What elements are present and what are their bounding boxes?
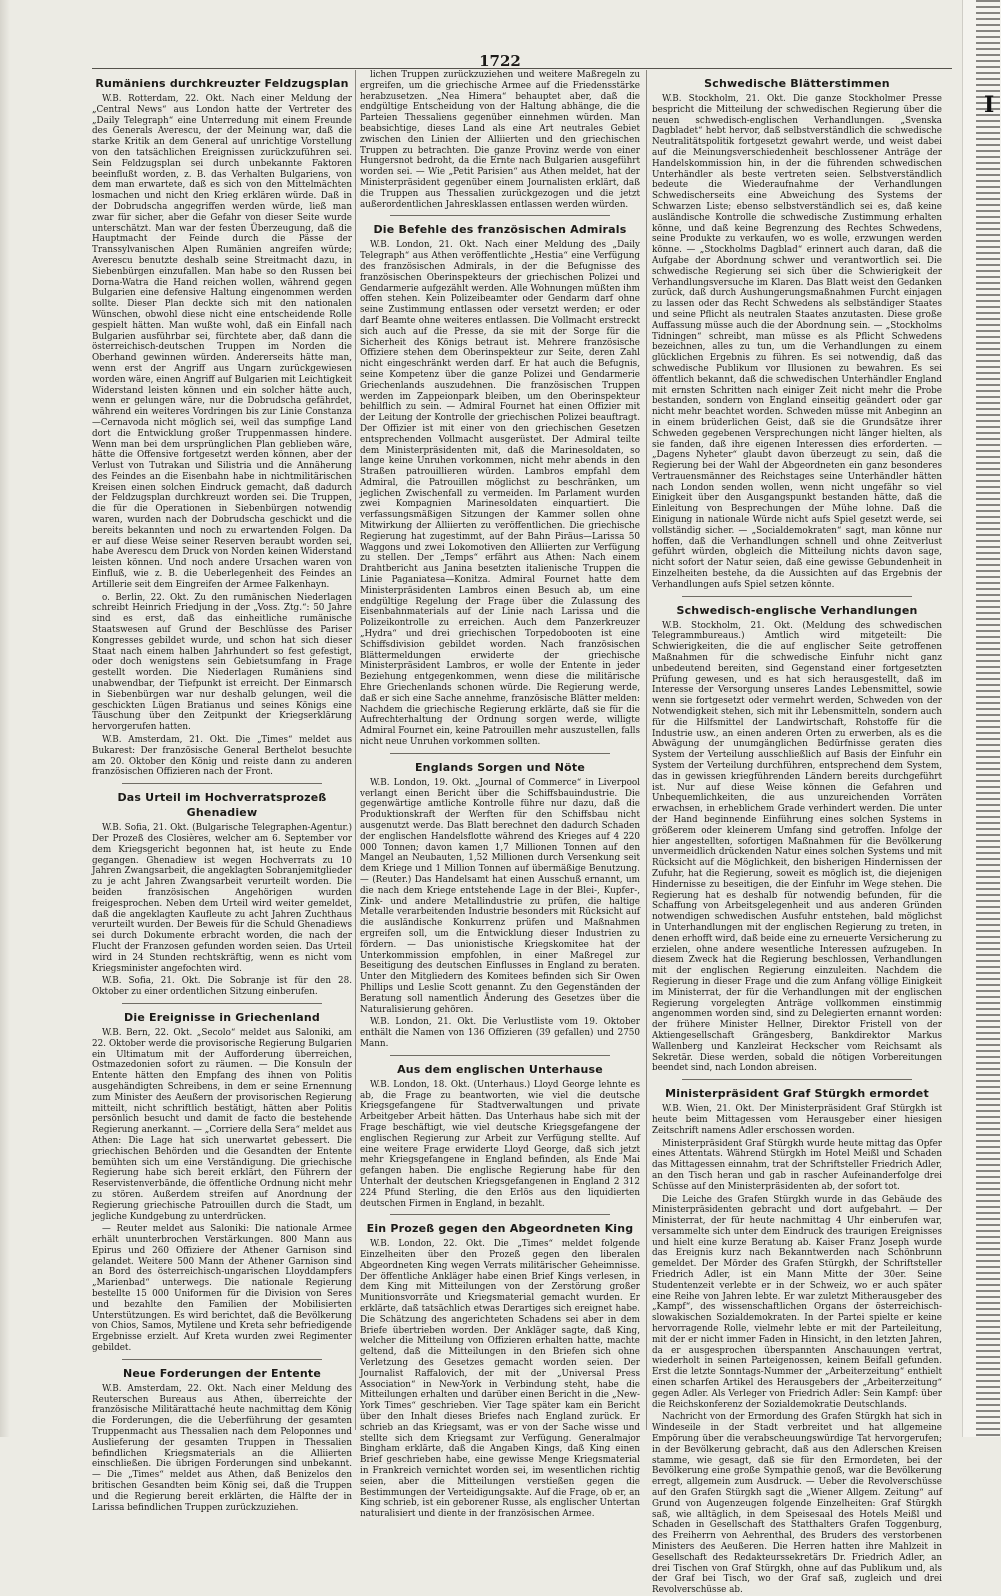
article-divider [390,215,610,216]
article-heading: Englands Sorgen und Nöte [414,760,586,774]
article-paragraph: W.B. London, 19. Okt. „Journal of Commerce“ in Liverpool verlangt einen Bericht über die Schiffsbauindustrie. Die gegenwärtige amtliche Kontrolle führe nur dazu, daß die Produktionskraft der Werften für den Schiffsbau nicht ausgenutzt werde. Das Blatt berechnet den dadurch Schaden der englischen Handelsflotte während des Krieges auf 4 220 000 Tonnen; davon kamen 1,7 Millionen Tonnen auf den Mangel an Neubauten, 1,52 Millionen durch Versenkung seit dem Kriege und 1 Million Tonnen auf übermäßige Benutzung. — (Reuter.) Das Handelsamt hat einen Ausschuß ernannt, um die nach dem Kriege entstehende Lage in der Blei-, Kupfer-, Zink- und andere Metallindustrie zu prüfen, die haltige Metalle verarbeitenden Industrie besonders mit Rücksicht auf die ausländische Konkurrenz prüfen und Maßnahmen ergreifen soll, um die Entwicklung dieser Industrien zu fördern. — Das unionistische Kriegskomitee hat der Unterkommission empfohlen, in einer Maßregel zur Beseitigung des deutschen Einflusses in England zu beraten. Unter den Mitgliedern des Komitees befinden sich Sir Owen Phillips und Leslie Scott genannt. Zu den Gegenständen der Beratung soll namentlich Änderung des Gesetzes über die Naturalisierung gehören. [360,777,640,1015]
article-divider [390,1055,610,1056]
article-paragraph: W.B. Rotterdam, 22. Okt. Nach einer Meldung der „Central News“ aus London hatte der Vertreter des „Daily Telegraph“ eine Unterredung mit einem Freunde des Generals Averescu, der der Meinung war, daß die starke Kritik an dem General auf unrichtige Vorstellung von den tatsächlichen Ereignissen zurückzuführen sei. Sein Feldzugsplan sei durch unbekannte Faktoren beeinflußt worden, z. B. das Verhalten Bulgariens, von dem man erwartete, daß es sich von den Mittelmächten losmachen und nicht den Krieg erklären würde. Daß in der Dobrudscha angegriffen werden würde, ließ man zwar für sicher, aber die Gefahr von dieser Seite wurde unterschätzt. Man war der festen Überzeugung, daß die Hauptmacht der Feinde durch die Pässe der Transsylvanischen Alpen Rumänien angreifen würde; Averescu benutzte deshalb seine Streitmacht dazu, in Siebenbürgen einzufallen. Man habe so den Russen bei Dorna-Watra die Hand reichen wollen, während gegen Bulgarien eine defensive Haltung eingenommen werden sollte. Dieser Plan deckte sich mit den nationalen Wünschen, obwohl diese nicht eine entscheidende Rolle gespielt hätten. Man wußte wohl, daß ein Einfall nach Bulgarien ausführbar sei, fürchtete aber, daß dann die österreichisch-deutschen Truppen im Norden die Oberhand gewinnen würden. Andererseits hätte man, wenn erst der Angriff aus Ungarn zurückgewiesen worden wäre, einen Angriff auf Bulgarien mit Leichtigkeit Widerstand leisten können und ein solcher hätte auch, wenn er gelungen wäre, nur die Dobrudscha gefährdet, während ein weiteres Vordringen bis zur Linie Constanza—Cernavoda nicht möglich sei, weil das sumpfige Land dort die Entwicklung großer Truppenmassen hindere. Wenn man bei dem ursprünglichen Plan geblieben wäre, hätte die Offensive fortgesetzt werden können, aber der Verlust von Tutrakan und Silistria und die Annäherung des Feindes an die Eisenbahn habe in nichtmilitärischen Kreisen einen solchen Eindruck gemacht, daß dadurch der Feldzugsplan durchkreuzt worden sei. Die Truppen, die für die Operationen in Siebenbürgen notwendig waren, wurden nach der Dobrudscha geschickt und die bereits bekannten und noch zu erwartenden Folgen. Da er auf diese Weise seiner Reserven beraubt worden sei, habe Averescu dem Druck von Norden keinen Widerstand leisten können. Und noch andere Ursachen waren von Einfluß, wie z. B. die Ueberlegenheit des Feindes an Artillerie seit dem Eingreifen der Armee Falkenhayn. [92,94,352,590]
article [360,1221,640,1520]
article-divider [122,783,322,784]
column-2 [360,70,640,1520]
article-paragraph: W.B. Amsterdam, 21. Okt. Die „Times“ meldet aus Bukarest: Der französische General Berthelot besuchte am 20. Oktober den König und reiste dann zu anderen französischen Offizieren nach der Front. [92,735,352,778]
article-paragraph: W.B. London, 21. Okt. Nach einer Meldung des „Daily Telegraph“ aus Athen veröffentlichte „Hestia“ eine Verfügung des französischen Admirals, in der die Befugnisse des französischen Oberinspekteurs der griechischen Polizei und Gendarmerie aufgezählt werden. Alle Wohnungen müßten ihm offen stehen. Kein Polizeibeamter oder Gendarm darf ohne seine Zustimmung entlassen oder versetzt werden; er oder darf Beamte ohne weiteres entlassen. Die Vollmacht erstreckt sich auch auf die Presse, da sie mit der Sorge für die Sicherheit des Königs betraut ist. Mehrere französische Offiziere stehen dem Oberinspekteur zur Seite, deren Zahl nicht eingeschränkt werden darf. Er hat auch die Befugnis, seine Kompetenz über die ganze Polizei und Gendarmerie Griechenlands auszudehnen. Die französischen Truppen werden im Zappeionpark bleiben, um den Oberinspekteur behilflich zu sein. — Admiral Fournet hat einen Offizier mit der Leitung der Kontrolle der griechischen Polizei beauftragt. Der Offizier ist mit einer von den griechischen Gesetzen entsprechenden Vollmacht ausgerüstet. Der Admiral teilte dem Ministerpräsidenten mit, daß die Marinesoldaten, so lange keine Unruhen vorkommen, nicht mehr abends in den Straßen patrouillieren würden. Lambros empfahl dem Admiral, die Patrouillen möglichst zu beschränken, um jeglichen Zwischenfall zu vermeiden. Im Parlament wurden zwei Kompagnien Marinesoldaten einquartiert. Die verfassungsmäßigen Sitzungen der Kammer sollen ohne Mitwirkung der Alliierten zu veröffentlichen. Die griechische Regierung hat zugestimmt, auf der Bahn Piräus—Larissa 50 Waggons und zwei Lokomotiven den Alliierten zur Verfügung zu stellen. Der „Temps“ erfährt aus Athen: Nach einem Drahtbericht aus Janina besetzten italienische Truppen die Linie Paganiatesa—Konitza. Admiral Fournet hatte dem Ministerpräsidenten Lambros einen Besuch ab, um eine endgültige Regelung der Frage über die Zulassung des Eisenbahnmaterials auf der Linie nach Larissa und die Polizeikontrolle zu erreichen. Auch dem Panzerkreuzer „Hydra“ und drei griechischen Torpedobooten ist eine Schiffsdivision gebildet worden. Nach französischen Blättermeldungen erwiderte der griechische Ministerpräsident Lambros, er wolle der Entente in jeder Beziehung entgegenkommen, wenn diese die militärische Ehre Griechenlands schonen würde. Die Regierung werde, daß er sich eine Sache annehme, französische Blätter melden: Nachdem die griechische Regierung erklärte, daß sie für die Aufrechterhaltung der Ordnung sorgen werde, willigte Admiral Fournet ein, keine Patrouillen mehr auszustellen, falls nicht neue Unruhen vorkommen sollten. [360,240,640,748]
article-paragraph: Die Leiche des Grafen Stürgkh wurde in das Gebäude des Ministerpräsidenten gebracht und dort aufgebahrt. — Der Ministerrat, der für heute nachmittag 4 Uhr einberufen war, versammelte sich unter dem Eindruck des traurigen Ereignisses und hielt eine kurze Beratung ab. Kaiser Franz Joseph wurde das Ereignis kurz nach Bekanntwerden nach Schönbrunn gemeldet. Der Mörder des Grafen Stürgkh, der Schriftsteller Friedrich Adler, ist ein Mann Mitte der 30er. Seine Studentenzeit verlebte er in der Schweiz, wo er auch später eine Reihe von Jahren lebte. Er war zuletzt Mitherausgeber des „Kampf“, des wissenschaftlichen Organs der österreichisch-slowakischen Sozialdemokraten. In der Partei spielte er keine hervorragende Rolle, vielmehr lebte er mit der Parteileitung, mit der er nicht immer Faden in Hinsicht, in den letzten Jahren, da er ausgesprochen überspannten Anschauungen vertrat, wiederholt in seinen Parteigenossen, keinem Beifall gefunden. Erst die letzte Sonntags-Nummer der „Arbeiterzeitung“ enthielt einen scharfen Artikel des Herausgebers der „Arbeiterzeitung“ gegen Adler. Als Verleger von Friedrich Adler: Sein Kampf: über die Reichskonferenz der Sozialdemokratie Deutschlands. [652,1194,942,1410]
article-heading: Schwedische Blätterstimmen [704,77,890,90]
article [360,760,640,1050]
article-divider [390,753,610,754]
article-paragraph: W.B. Stockholm, 21. Okt. Die ganze Stockholmer Presse bespricht die Mitteilung der schwedischen Regierung über die neuen schwedisch-englischen Verhandlungen. „Svenska Dagbladet“ hebt hervor, daß selbstverständlich die schwedische Neutralitätspolitik fortgesetzt gewahrt werde, und weist dabei auf die Meinungsverschiedenheit beschlossener Anträge der Handelskommission hin, in der die führenden schwedischen Unterhändler als beste vertreten seien. Selbstverständlich bedeute die Wiederaufnahme der Verhandlungen Schwedischerseits eine Abweichung des Systems der Schwarzen Liste; ebenso selbstverständlich sei es, daß keine ausländische Kontrolle die schwedische Zustimmung erhalten könne, und daß keine Begrenzung des Rechtes Schwedens, seine Produkte zu verkaufen, wo es wolle, erzwungen werden könne. — „Stockholms Dagblad“ erinnert auch daran, daß die Aufgabe der Abordnung schwer und verantwortlich sei. Die schwedische Regierung sei sich über die Schwierigkeit der Verhandlungsversuche im Klaren. Das Blatt weist den Gedanken zurück, daß durch Aushungerungsmaßnahmen Furcht einjagen zu lassen oder das Recht Schwedens als selbständiger Staates und seine Pflicht als neutralen Staates anzutasten. Diese große Auffassung müsse auch die der Abordnung sein. — „Stockholms Tidningen“ schreibt, man müsse es als Pflicht Schwedens bezeichnen, alles zu tun, um die Verhandlungen zu einem glücklichen Ergebnis zu führen. Es sei notwendig, daß das schwedische Publikum vor Illusionen zu bewahren. Es sei öffentlich bekannt, daß die schwedischen Unterhändler England mit ernsten Schritten nach einiger Zeit nicht mehr die Probe bestanden, sondern von England einseitig geändert oder gar nicht mehr beachtet worden. Schweden müsse mit Anbeginn an in einem brüderlichen Geist, daß sie die Grundsätze ihrer Schweden gegebenen Versprechungen nicht länger hielten, als sie fanden, daß ihre eigenen Interessen dies erforderten. — „Dagens Nyheter“ glaubt davon überzeugt zu sein, daß die Regierung bei der Wahl der Abgeordneten ein ganz besonderes Vertrauensmänner des Reichstages seine Unterhändler hätten nach London senden wollen, wenn nicht ungefähr so viel Einigkeit über den Ausgangspunkt bestanden hätte, daß die Einleitung von Besprechungen der Mühe lohne. Daß die Einigung in nationale Würde nicht aufs Spiel gesetzt werde, sei vollständig sicher. — „Socialdemokraten“ sagt, man könne nur hoffen, daß die Verhandlungen schnell und ohne Zeitverlust geführt würden, obgleich die Mitteilung nichts davon sage, nicht sofort der Natur seien, daß eine gewisse Gebundenheit in Einzelheiten bestehe, da die Aussichten auf das Ergebnis der Verhandlungen aufs Spiel setzen könnte. [652,94,942,590]
article-heading: Die Ereignisse in Griechenland [124,1010,320,1024]
article-paragraph: W.B. London, 21. Okt. Die Verlustliste vom 19. Oktober enthält die Namen von 136 Offizieren (39 gefallen) und 2750 Mann. [360,1017,640,1049]
article-heading: Ministerpräsident Graf Stürgkh ermordet [665,1087,929,1101]
article-paragraph: W.B. London, 22. Okt. Die „Times“ meldet folgende Einzelheiten über den Prozeß gegen den liberalen Abgeordneten King wegen Verrats militärischer Geheimnisse. Der öffentliche Ankläger habe einen Brief Kings verlesen, in dem King mit Mitteilungen von der Zerstörung großer Munitionsvorräte und Kriegsmaterial gemacht wurden. Er erklärte, daß tatsächlich etwas Derartiges sich ereignet habe. Die Schätzung des angerichteten Schadens sei aber in dem Briefe übertrieben worden. Der Ankläger sagte, daß King, welcher die Mitteilung von Offizieren erhalten hatte, machte geltend, daß die Mitteilungen in den Briefen sich ohne Verletzung des Gesetzes gemacht worden seien. Der Journalist Raffalovich, der mit der „Universal Press Association“ in New-York in Verbindung steht, habe die Mitteilungen erhalten und darüber einen Bericht in die „New-York Times“ geschrieben. Vier Tage später kam ein Bericht über den Inhalt dieses Briefes nach England zurück. Er schrieb an das Kriegsamt, was er von der Sache wisse und stellte sich dem Kriegsamt zur Verfügung. Generalmajor Bingham erklärte, daß die Angaben Kings, daß King einen Brief geschrieben habe, eine gewisse Menge Kriegsmaterial in Frankreich vernichtet worden sei, im wesentlichen richtig seien, aber die Mitteilungen verstießen gegen die Bestimmungen der Verteidigungsakte. Auf die Frage, ob er, an King schrieb, ist ein geborener Russe, als englischer Untertan naturalisiert und diente in der französischen Armee. [360,1239,640,1520]
article-divider [682,1079,912,1080]
header-rule [92,68,952,69]
article [92,1010,352,1354]
article-divider [122,1003,322,1004]
article-paragraph: W.B. Bern, 22. Okt. „Secolo“ meldet aus Saloniki, am 22. Oktober werde die provisorische Regierung Bulgarien ein Ultimatum mit der Aufforderung überreichen, Ostmazedonien sofort zu räumen. — Die Konsuln der Entente hätten den Empfang des ihnen von Politis ausgehändigten Schreibens, in dem er seine Ernennung zum Minister des Aeußern der provisorischen Regierung mitteilt, nicht schriftlich bestätigt, hätten aber Politis persönlich besucht und damit de facto die bestehende Regierung anerkannt. — „Corriere della Sera“ meldet aus Athen: Die Lage hat sich unerwartet gebessert. Die griechischen Behörden und die Gesandten der Entente bemühten sich um eine Verständigung. Die griechische Regierung habe sich bereit erklärt, den Führern der Reservistenverbände, die öffentliche Ordnung nicht mehr zu stören. Außerdem streifen auf Anordnung der Regierung griechische Patrouillen durch die Stadt, um jegliche Kundgebung zu unterdrücken. [92,1027,352,1222]
column-divider [646,70,647,1430]
column-3 [652,70,942,1596]
article [92,1366,352,1514]
scan-edge-left [0,0,10,1437]
article-paragraph: W.B. Wien, 21. Okt. Der Ministerpräsident Graf Stürgkh ist heute beim Mittagessen vom Herausgeber einer hiesigen Zeitschrift namens Adler erschossen worden. [652,1104,942,1136]
article-divider [682,596,912,597]
article-heading: Rumäniens durchkreuzter Feldzugsplan [95,77,349,90]
article-paragraph: W.B. Sofia, 21. Okt. (Bulgarische Telegraphen-Agentur.) Der Prozeß des Closières, welcher am 6. September vor dem Kriegsgericht begonnen hat, ist heute zu Ende gegangen. Ghenadiew ist wegen Hochverrats zu 10 Jahren Zwangsarbeit, die angeklagten Sobranjemitglieder zu je acht Jahren Zwangsarbeit verurteilt worden. Die beiden französischen Angehörigen wurden freigesprochen. Neben dem Urteil wird weiter gemeldet, daß die angeklagten Kaufleute zu acht Jahren Zuchthaus verurteilt wurden. Der Beweis für die Schuld Ghenadiews sei durch Dokumente erbracht worden, die nach der Flucht der Franzosen gefunden worden seien. Das Urteil wird in 24 Stunden rechtskräftig, wenn es nicht vom Kriegsminister angefochten wird. [92,823,352,974]
article [652,603,942,1074]
adjacent-page-fragment: I [984,92,995,118]
column-divider [355,70,356,1430]
article-paragraph: — Reuter meldet aus Saloniki: Die nationale Armee erhält ununterbrochen Verstärkungen. 800 Mann aus Epirus und 260 Offiziere der Athener Garnison sind gelandet. Weitere 500 Mann der Athener Garnison sind an Bord des österreichisch-ungarischen Lloyddampfers „Marienbad“ unterwegs. Die nationale Regierung bestellte 15 000 Uniformen für die Division von Seres und bezahlte den Familien der Mobilisierten Unterstützungen. Es wird berichtet, daß die Bevölkerung von Chios, Samos, Mytilene und Kreta sehr befriedigende Ergebnisse erzielt. Auf Kreta wurden zwei Regimenter gebildet. [92,1224,352,1354]
article [360,222,640,747]
article-heading: Schwedisch-englische Verhandlungen [676,603,918,617]
article-heading: Das Urteil im Hochverratsprozeß Ghenadiew [117,791,327,820]
article-heading: Aus dem englischen Unterhause [397,1062,603,1076]
article-heading: Neue Forderungen der Entente [122,1366,322,1380]
article-divider [122,1359,322,1360]
article-paragraph: W.B. Stockholm, 21. Okt. (Meldung des schwedischen Telegrammbureaus.) Amtlich wird mitgeteilt: Die Schwierigkeiten, die die auf englischer Seite getroffenen Maßnahmen für die schwedische Einfuhr nicht ganz unbedeutend bereiten, sind Gegenstand einer fortgesetzten Prüfung gewesen, und es hat sich herausgestellt, daß im Interesse der Versorgung unseres Landes Lebensmittel, sowie wenn sie fortgesetzt oder vermehrt werden, Schweden von der Notwendigkeit stehen, sich mit ihr Lebensmitteln, sondern auch für die Hilfsmittel der Landwirtschaft, Rohstoffe für die Industrie usw., an einen anderen Orten zu erwerben, als es die Abwägung der unumgänglichen Bedürfnisse geraten dies System der Verteilung ausschließlich auf Basis der Einfuhr ein System der Verteilung durchführen, entsprechend dem System, das in gewissen kriegführenden Ländern bereits durchgeführt ist. Nur auf diese Weise können die Gefahren und Unbequemlichkeiten, die aus unzureichenden Vorräten erwachsen, in erheblichem Grade verhindert werden. Die unter der Hand beginnende Einführung eines solchen Systems in größerem oder kleinerem Umfang sind getroffen. Infolge der hier angestellten, sofortigen Maßnahmen für die Bevölkerung unvermeidlich drückenden Natur eines solchen Systems und mit Rücksicht auf die Möglichkeit, den bisherigen Hindernissen der Zufuhr, hat die Regierung, soweit es möglich ist, die diejenigen Hindernisse zu beseitigen, die der Einfuhr im Wege stehen. Die Regierung hat es deshalb für notwendig befunden, für die Schaffung von Arbeitsgelegenheit und aus anderen Gründen notwendigen schwedischen Ausfuhr entstehen, bald möglichst in Unterhandlungen mit der englischen Regierung zu treten, in denen erhofft wird, daß beide eine zu erneuerte Versicherung zu erzielen, ohne andere wesentliche Interessen aufzugeben. In diesem Zweck hat die Regierung beschlossen, Verhandlungen mit der englischen Regierung einzuleiten. Nachdem die Regierung in dieser Frage und die zum Anfang völlige Einigkeit im Ministerrat, der für die Verhandlungen mit der englischen Regierung vorgelegten Anträge vollkommen einstimmig angenommen worden sind, sind zu Delegierten ernannt worden: der frühere Minister Hellner, Direktor Fristell von der Aktiengesellschaft Grängesberg, Bankdirektor Markus Wallenberg und Kanzleirat Heckscher vom Reichsamt als Sekretär. Diese werden, sobald die nötigen Vorbereitungen beendet sind, nach London abreisen. [652,620,942,1074]
article-paragraph: W.B. London, 18. Okt. (Unterhaus.) Lloyd George lehnte es ab, die Frage zu beantworten, wie viel die deutsche Kriegsgefangene für Stadtverwaltungen und private Arbeitgeber Arbeit hätten. Das Unterhaus habe sich mit der Frage beschäftigt, wie viel deutsche Kriegsgefangene der englischen Regierung zur Arbeit zur Verfügung stellte. Auf eine weitere Frage erwiderte Lloyd George, daß sich jetzt mehr Kriegsgefangene in England befinden, als Ende Mai gefangen haben. Die englische Regierung habe für den Unterhalt der deutschen Kriegsgefangenen in England 2 312 224 Pfund Sterling, die den Erlös aus den liquidierten deutschen Firmen in England, in bezahlt. [360,1079,640,1209]
article-paragraph: W.B. Amsterdam, 22. Okt. Nach einer Meldung des Reuterschen Bureaus aus Athen, überreichte der französische Militärattaché heute nachmittag dem König die Forderungen, die die Ueberführung der gesamten Truppenmacht aus Thessalien nach dem Peloponnes und Auslieferung der gesamten Truppen in Thessalien befindlichen Kriegsmaterials an die Alliierten einschließen. Die übrigen Forderungen sind unbekannt. — Die „Times“ meldet aus Athen, daß Benizelos den britischen Gesandten beim König sei, daß die Truppen und die Regierung bereit erklärten, die Hälfte der in Larissa befindlichen Truppen zurückzuziehen. [92,1383,352,1513]
article [360,70,640,210]
adjacent-page-strip [976,0,1000,1437]
article [360,1062,640,1210]
column-1 [92,70,352,1513]
article-paragraph: Ministerpräsident Graf Stürgkh wurde heute mittag das Opfer eines Attentats. Während Stürgkh im Hotel Meißl und Schaden das Mittagessen einnahm, trat der Schriftsteller Friedrich Adler, an den Tisch heran und gab in rascher Aufeinanderfolge drei Schüsse auf den Ministerpräsidenten ab, der sofort tot. [652,1138,942,1192]
article-paragraph: W.B. Sofia, 21. Okt. Die Sobranje ist für den 28. Oktober zu einer ordentlichen Sitzung einberufen. [92,976,352,998]
article [652,1086,942,1596]
article-divider [390,1214,610,1215]
article-paragraph: lichen Truppen zurückzuziehen und weitere Maßregeln zu ergreifen, um die griechische Armee auf die Friedensstärke herabzusetzen. „Nea Himera“ behauptet aber, daß die endgültige Entscheidung von der Haltung abhänge, die die Parteien Thessaliens gegenüber einnehmen würden. Man beabsichtige, dieses Land als eine Art neutrales Gebiet zwischen den Linien der Alliierten und den griechischen Truppen zu betrachten. Die ganze Provinz werde von einer Hungersnot bedroht, da die Ernte nach Bulgarien ausgeführt worden sei. — Wie „Petit Parisien“ aus Athen meldet, hat der Ministerpräsident gegenüber einem Journalisten erklärt, daß die Truppen aus Thessalien zurückgezogen und die jetzt außerordentlichen Jahresklassen entlassen werden würden. [360,70,640,210]
article-paragraph: Nachricht von der Ermordung des Grafen Stürgkh hat sich in Windeseile in der Stadt verbreitet und hat allgemeine Empörung über die verabscheuungswürdige Tat hervorgerufen; in der Bevölkerung gebracht, daß aus den Adlerschen Kreisen stamme, wie gesagt, daß sie für den Ermordeten, bei der Bevölkerung eine große Sympathie genoß, war die Bevölkerung erregt, allgemein zum Ausdruck. — Ueber die Revolverschüsse auf den Grafen Stürgkh sagt die „Wiener Allgem. Zeitung“ auf Grund von Augenzeugen folgende Einzelheiten: Graf Stürgkh saß, wie alltäglich, in dem Speisesaal des Hotels Meißl und Schaden in Gesellschaft des Statthalters Grafen Toggenburg, des Freiherrn von Aehrenthal, des Bruders des verstorbenen Ministers des Aeußeren. Die Herren hatten ihre Mahlzeit in Gesellschaft des Redakteurssekretärs Dr. Friedrich Adler, an drei Tischen von Graf Stürgkh, ohne auf das Publikum und, als der Graf bei Tisch, wo der Graf saß, zugleich und drei Revolverschüsse ab. [652,1412,942,1596]
article [92,76,352,778]
article [652,76,942,591]
article-heading: Die Befehle des französischen Admirals [373,223,627,237]
article-heading: Ein Prozeß gegen den Abgeordneten King [366,1222,634,1236]
article [92,790,352,998]
page-number: 1722 [479,52,521,70]
article-paragraph: o. Berlin, 22. Okt. Zu den rumänischen Niederlagen schreibt Heinrich Friedjung in der „Voss. Ztg.“: 50 Jahre sind es erst, daß das einheitliche rumänische Staatswesen auf Grund der Beschlüsse des Pariser Kongresses gebildet wurde, und schon hat sich dieser Staat nach einem halben Jahrhundert so fest gefestigt, oder doch wenigstens sein Gebietsumfang in Frage gestellt worden. Die Niederlagen Rumäniens sind unabwendbar, der Tiefpunkt ist erreicht. Der Einmarsch in Siebenbürgen war nur deshalb gelungen, weil die geschickten Lügen Bratianus und seines Königs eine Täuschung über den Zeitpunkt der Kriegserklärung hervorgerufen hatten. [92,592,352,733]
